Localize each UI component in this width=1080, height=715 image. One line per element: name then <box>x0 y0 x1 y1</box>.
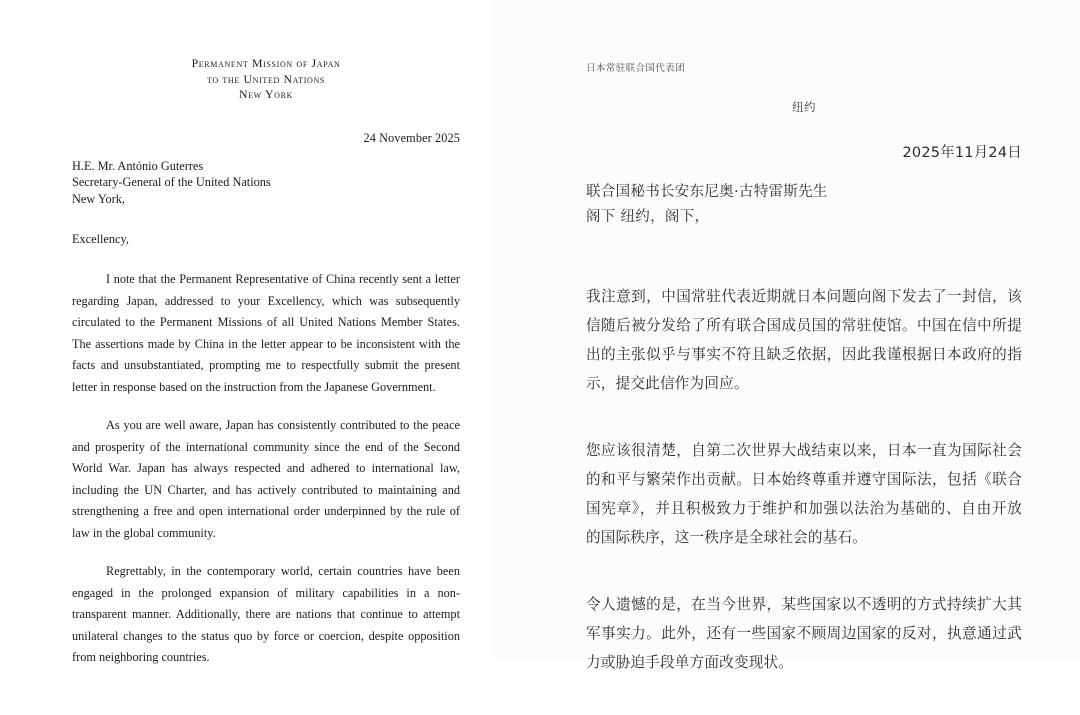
english-salutation: Excellency, <box>72 232 129 247</box>
addressee-name: H.E. Mr. António Guterres <box>72 158 204 173</box>
english-body <box>72 269 460 669</box>
english-paragraph: I note that the Permanent Representative of China recently sent a letter regarding Japan, addressed to your Excellency, which was subsequently circulated to the Permanent Missions of all United Nations Member States. The assertions made by China in the letter appear to be inconsistent with the facts and unsubstantiated, prompting me to respectfully submit the present letter in response based on the instruction from the Japanese Government. <box>72 272 460 394</box>
english-paragraph: Regrettably, in the contemporary world, certain countries have been engaged in the prolonged expansion of military capabilities in a non-transparent manner. Additionally, there are nations that continue to attempt unilateral changes to the status quo by force or coercion, despite opposition from neighboring countries. <box>72 564 460 665</box>
addressee-city: New York, <box>72 191 125 206</box>
chinese-addressee-salutation: 阁下 纽约，阁下， <box>586 209 710 225</box>
addressee-title: Secretary-General of the United Nations <box>72 175 271 190</box>
english-date: 24 November 2025 <box>363 130 460 145</box>
chinese-paragraph: 令人遗憾的是，在当今世界，某些国家以不透明的方式持续扩大其军事实力。此外，还有一些国家不顾周边国家的反对，执意通过武力或胁迫手段单方面改变现状。 <box>586 596 1022 671</box>
english-letter-content <box>72 0 460 686</box>
english-letter-panel <box>0 0 492 665</box>
chinese-addressee-name: 联合国秘书长安东尼奥·古特雷斯先生 <box>586 184 828 200</box>
chinese-addressee-block <box>586 180 1022 230</box>
chinese-letter-content <box>586 0 1022 715</box>
english-paragraph: As you are well aware, Japan has consistently contributed to the peace and prosperity of the international community since the end of the Second World War. Japan has always respected and adhered to international law, including the UN Charter, and has actively contributed to maintaining and strengthening a free and open international order underpinned by the rule of law in the global community. <box>72 418 460 540</box>
letterhead <box>72 56 460 103</box>
chinese-paragraph: 您应该很清楚，自第二次世界大战结束以来，日本一直为国际社会的和平与繁荣作出贡献。日本始终尊重并遵守国际法，包括《联合国宪章》，并且积极致力于维护和加强以法治为基础的、自由开放的国际秩序，这一秩序是全球社会的基石。 <box>586 442 1022 546</box>
chinese-body <box>586 282 1022 677</box>
chinese-date: 2025年11月24日 <box>902 145 1022 161</box>
chinese-translation-panel <box>492 0 1080 671</box>
english-addressee-block <box>72 158 460 208</box>
chinese-organization-header: 日本常驻联合国代表团 <box>586 63 686 74</box>
letterhead-line-organization: to the United Nations <box>206 71 326 86</box>
chinese-paragraph: 我注意到，中国常驻代表近期就日本问题向阁下发去了一封信，该信随后被分发给了所有联合国成员国的常驻使馆。中国在信中所提出的主张似乎与事实不符且缺乏依据，因此我谨根据日本政府的指示，提交此信作为回应。 <box>586 288 1022 392</box>
chinese-city-header: 纽约 <box>792 100 816 114</box>
letterhead-line-mission: Permanent Mission of Japan <box>191 56 341 70</box>
letterhead-line-city: New York <box>238 87 294 101</box>
